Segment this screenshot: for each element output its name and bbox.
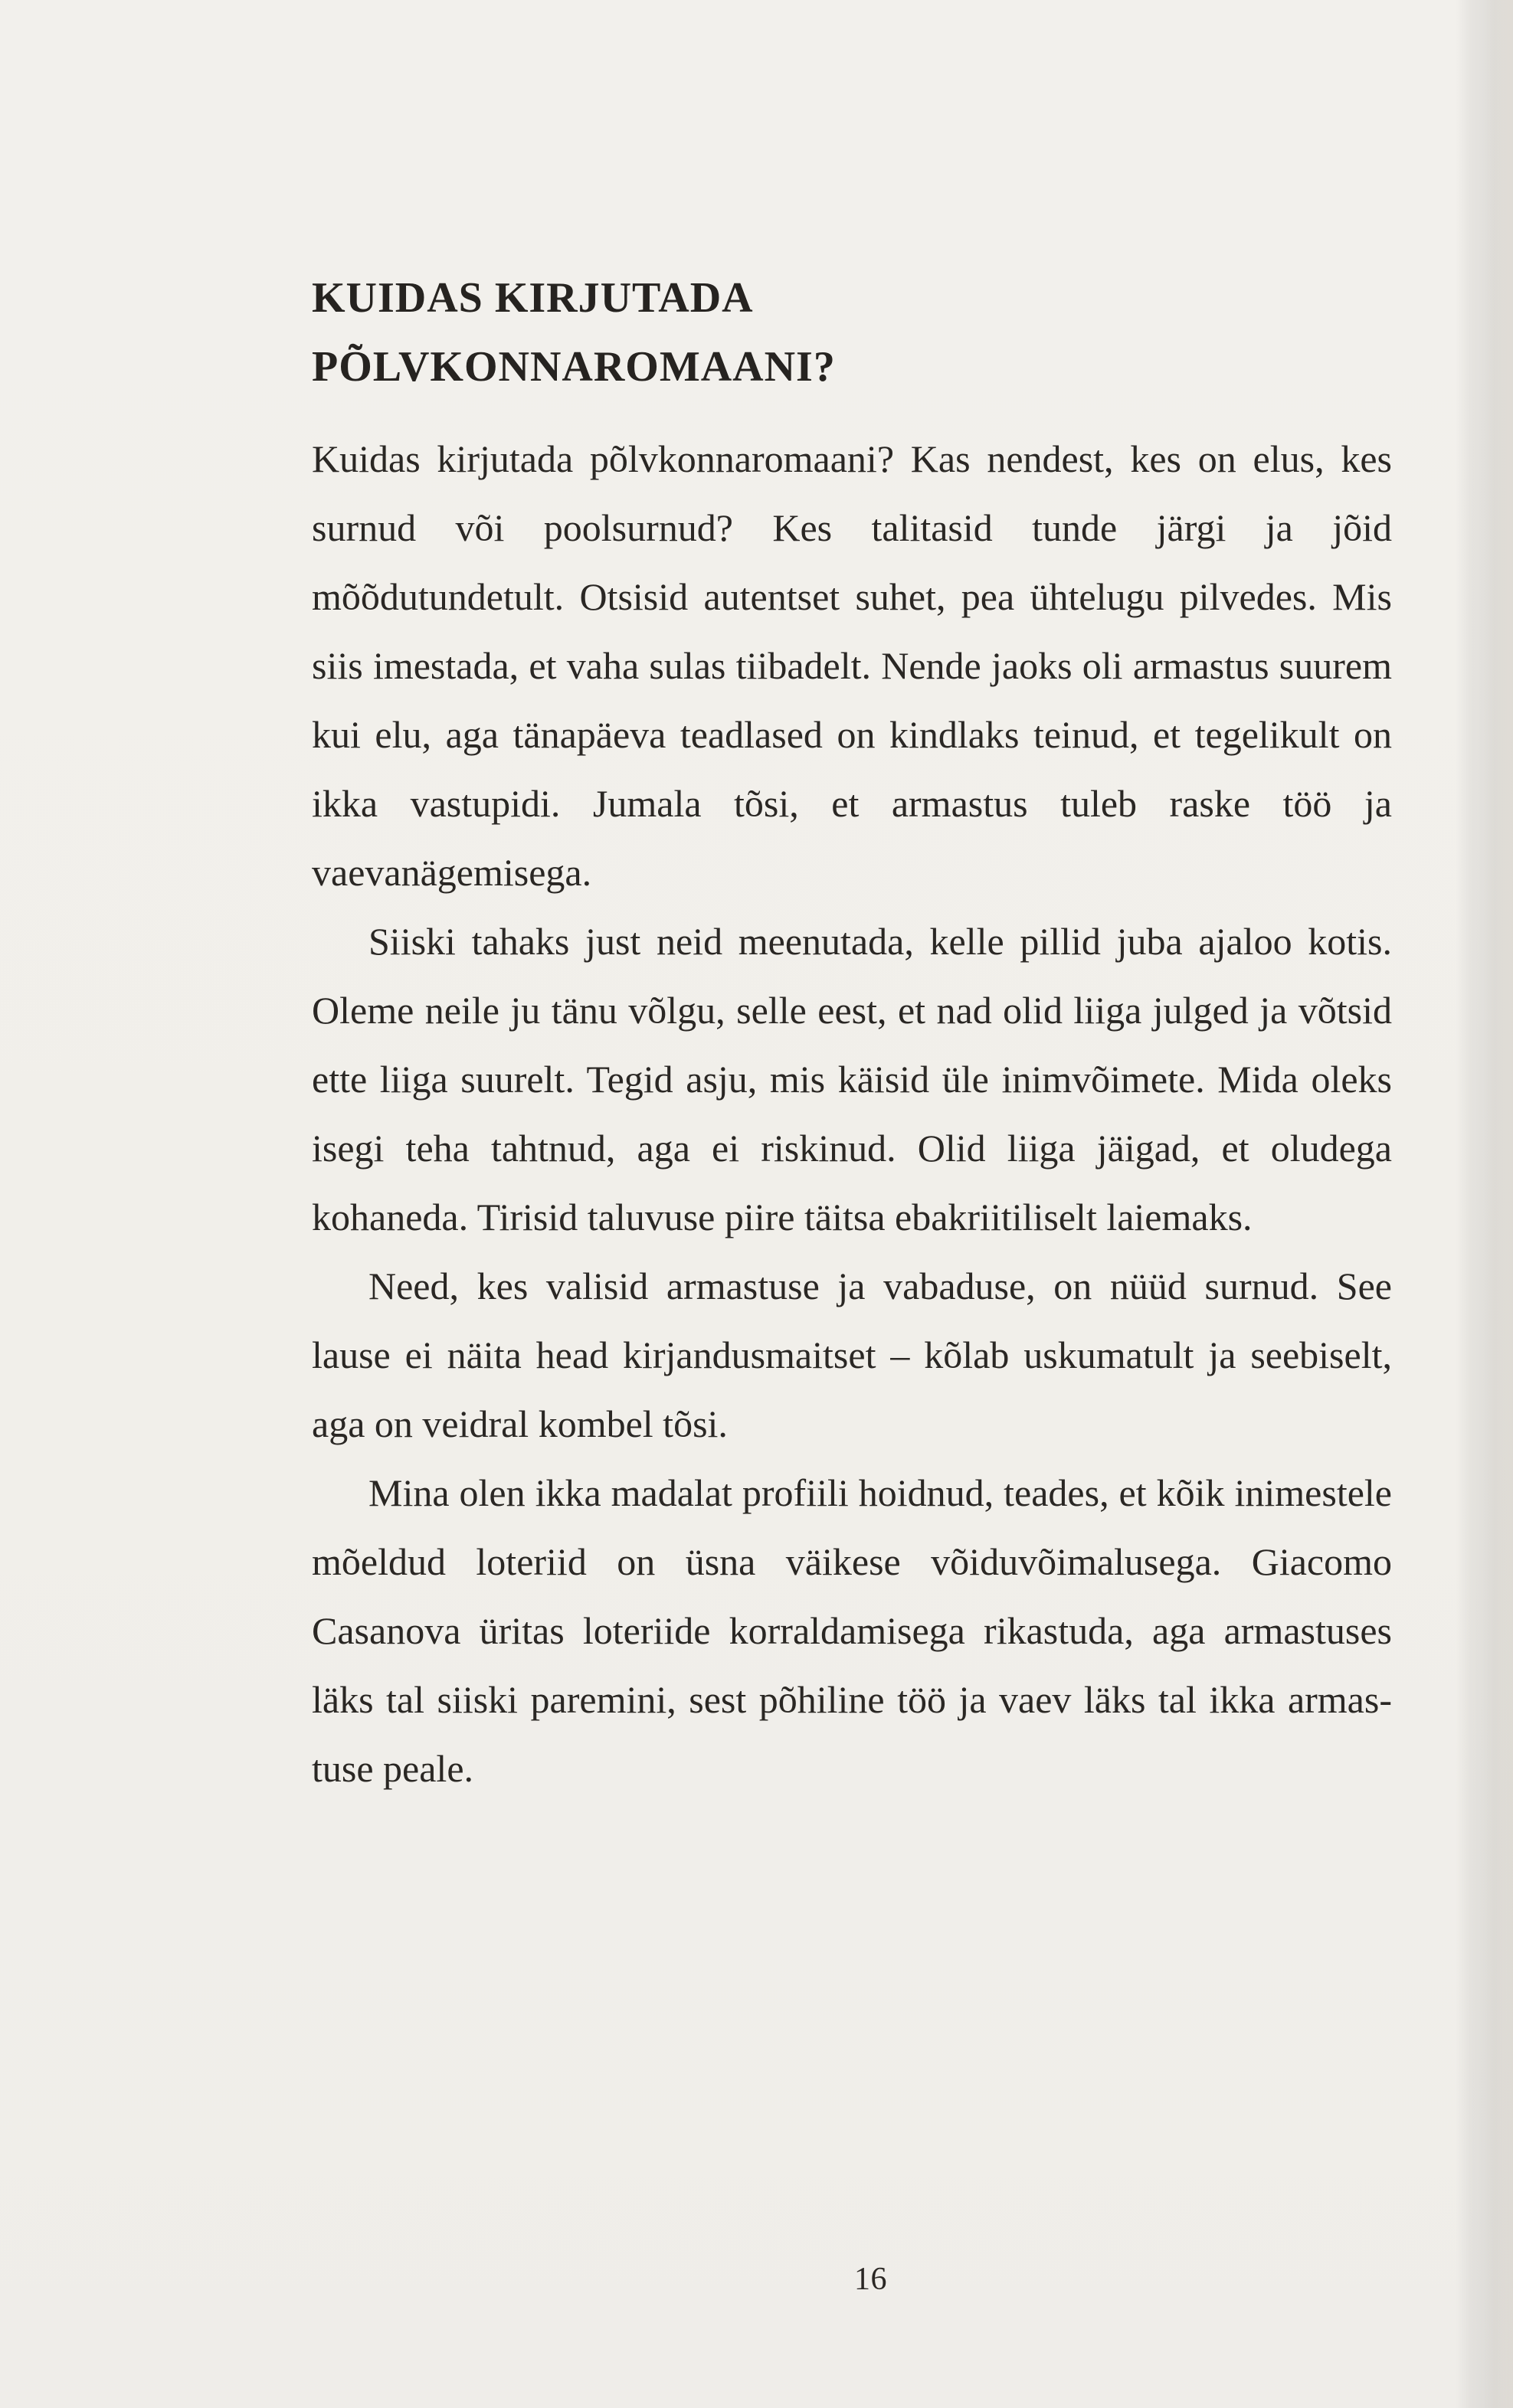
chapter-title-line-2: PÕLVKONNAROMAANI?	[312, 343, 836, 391]
page-edge-shadow	[1484, 0, 1513, 2408]
page-number: 16	[854, 2262, 887, 2297]
paragraph-3: Need, kes valisid armastuse ja vabaduse, on nüüd surnud. See lause ei näita head kirjandusmaitset – kõlab uskumatult ja seebiselt, aga on veidral kombel tõsi.	[312, 1265, 1392, 1445]
page-content	[312, 263, 1392, 1803]
body-text	[312, 424, 1392, 1803]
paragraph-4: Mina olen ikka madalat profiili hoidnud, teades, et kõik inimestele mõeldud loteriid on üsna väikese võiduvõimalusega. Giacomo Casanova üritas loteriide korraldamisega rikastuda, aga armastuses läks tal siiski paremini, sest põhiline töö ja vaev läks tal ikka armastuse peale.	[312, 1471, 1392, 1790]
chapter-title-line-1: KUIDAS KIRJUTADA	[312, 274, 754, 322]
chapter-title	[312, 263, 1392, 401]
paragraph-2: Siiski tahaks just neid meenutada, kelle pillid juba ajaloo kotis. Oleme neile ju tänu võlgu, selle eest, et nad olid liiga julged ja võtsid ette liiga suurelt. Tegid asju, mis käisid üle inimvõimete. Mida oleks isegi teha tahtnud, aga ei riskinud. Olid liiga jäigad, et oludega kohaneda. Tirisid taluvuse piire täitsa ebakriitiliselt laiemaks.	[312, 920, 1392, 1238]
paragraph-1: Kuidas kirjutada põlvkonnaromaani? Kas nendest, kes on elus, kes surnud või poolsurnud? Kes talitasid tunde järgi ja jõid mõõdutundetult. Otsisid autentset suhet, pea ühtelugu pilvedes. Mis siis imestada, et vaha sulas tiibadelt. Nende jaoks oli armastus suurem kui elu, aga tänapäeva teadlased on kindlaks teinud, et tegelikult on ikka vastupidi. Jumala tõsi, et armastus tuleb raske töö ja vaevanägemisega.	[312, 437, 1392, 894]
